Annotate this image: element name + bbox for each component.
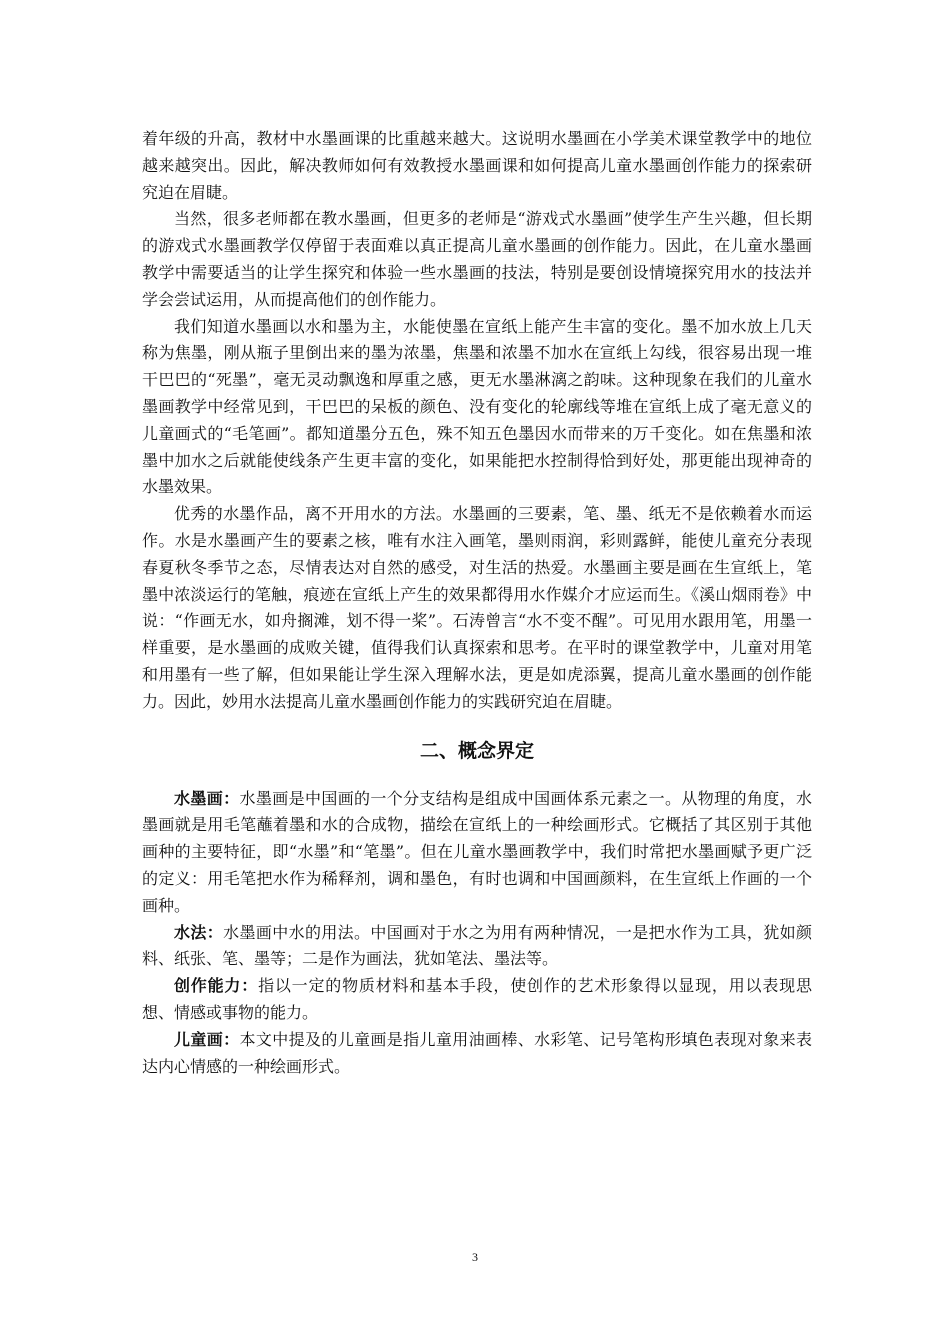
definition-term: 水墨画： bbox=[174, 788, 240, 808]
definition-term: 创作能力： bbox=[174, 976, 259, 996]
page-body bbox=[142, 126, 812, 1080]
definition-text: 水墨画是中国画的一个分支结构是组成中国画体系元素之一。从物理的角度，水墨画就是用毛笔蘸着墨和水的合成物，描绘在宣纸上的一种绘画形式。它概括了其区别于其他画种的主要特征，即“水墨”和“笔墨”。但在儿童水墨画教学中，我们时常把水墨画赋予更广泛的定义：用毛笔把水作为稀释剂，调和墨色，有时也调和中国画颜料，在生宣纸上作画的一个画种。 bbox=[142, 788, 812, 915]
definition-creative-ability bbox=[142, 973, 812, 1027]
section-heading: 二、概念界定 bbox=[419, 739, 534, 762]
definition-text: 指以一定的物质材料和基本手段，使创作的艺术形象得以显现，用以表现思想、情感或事物的能力。 bbox=[142, 976, 812, 1022]
paragraph-continued: 着年级的升高，教材中水墨画课的比重越来越大。这说明水墨画在小学美术课堂教学中的地位越来越突出。因此，解决教师如何有效教授水墨画课和如何提高儿童水墨画创作能力的探索研究迫在眉睫。 bbox=[142, 129, 812, 202]
definition-text: 本文中提及的儿童画是指儿童用油画棒、水彩笔、记号笔构形填色表现对象来表达内心情感的一种绘画形式。 bbox=[142, 1029, 812, 1076]
definition-ink-painting bbox=[142, 786, 812, 920]
definition-text: 水墨画中水的用法。中国画对于水之为用有两种情况，一是把水作为工具，犹如颜料、纸张、笔、墨等；二是作为画法，犹如笔法、墨法等。 bbox=[142, 922, 812, 969]
page-number: 3 bbox=[472, 1250, 478, 1264]
paragraph-game-style-teaching: 当然，很多老师都在教水墨画，但更多的老师是“游戏式水墨画”使学生产生兴趣，但长期的游戏式水墨画教学仅停留于表面难以真正提高儿童水墨画的创作能力。因此，在儿童水墨画教学中需要适当的让学生探究和体验一些水墨画的技法，特别是要创设情境探究用水的技法并学会尝试运用，从而提高他们的创作能力。 bbox=[142, 209, 812, 309]
paragraph-water-and-ink: 我们知道水墨画以水和墨为主，水能使墨在宣纸上能产生丰富的变化。墨不加水放上几天称为焦墨，刚从瓶子里倒出来的墨为浓墨，焦墨和浓墨不加水在宣纸上勾线，很容易出现一堆干巴巴的“死墨”，毫无灵动飘逸和厚重之感，更无水墨淋漓之韵味。这种现象在我们的儿童水墨画教学中经常见到，干巴巴的呆板的颜色、没有变化的轮廓线等堆在宣纸上成了毫无意义的儿童画式的“毛笔画”。都知道墨分五色，殊不知五色墨因水而带来的万千变化。如在焦墨和浓墨中加水之后就能使线条产生更丰富的变化，如果能把水控制得恰到好处，那更能出现神奇的水墨效果。 bbox=[142, 316, 812, 497]
paragraph-use-of-water: 优秀的水墨作品，离不开用水的方法。水墨画的三要素，笔、墨、纸无不是依赖着水而运作。水是水墨画产生的要素之核，唯有水注入画笔，墨则雨润，彩则露鲜，能使儿童充分表现春夏秋冬季节之态，尽情表达对自然的感受，对生活的热爱。水墨画主要是画在生宣纸上，笔墨中浓淡运行的笔触，痕迹在宣纸上产生的效果都得用水作媒介才应运而生。《溪山烟雨卷》中说：“作画无水，如舟搁滩，划不得一桨”。石涛曾言“水不变不醒”。可见用水跟用笔，用墨一样重要，是水墨画的成败关键，值得我们认真探索和思考。在平时的课堂教学中，儿童对用笔和用墨有一些了解，但如果能让学生深入理解水法，更是如虎添翼，提高儿童水墨画的创作能力。因此，妙用水法提高儿童水墨画创作能力的实践研究迫在眉睫。 bbox=[142, 504, 812, 711]
definition-water-method bbox=[142, 920, 812, 974]
definition-term: 儿童画： bbox=[174, 1029, 240, 1049]
definition-childrens-painting bbox=[142, 1027, 812, 1081]
definition-term: 水法： bbox=[174, 922, 224, 942]
